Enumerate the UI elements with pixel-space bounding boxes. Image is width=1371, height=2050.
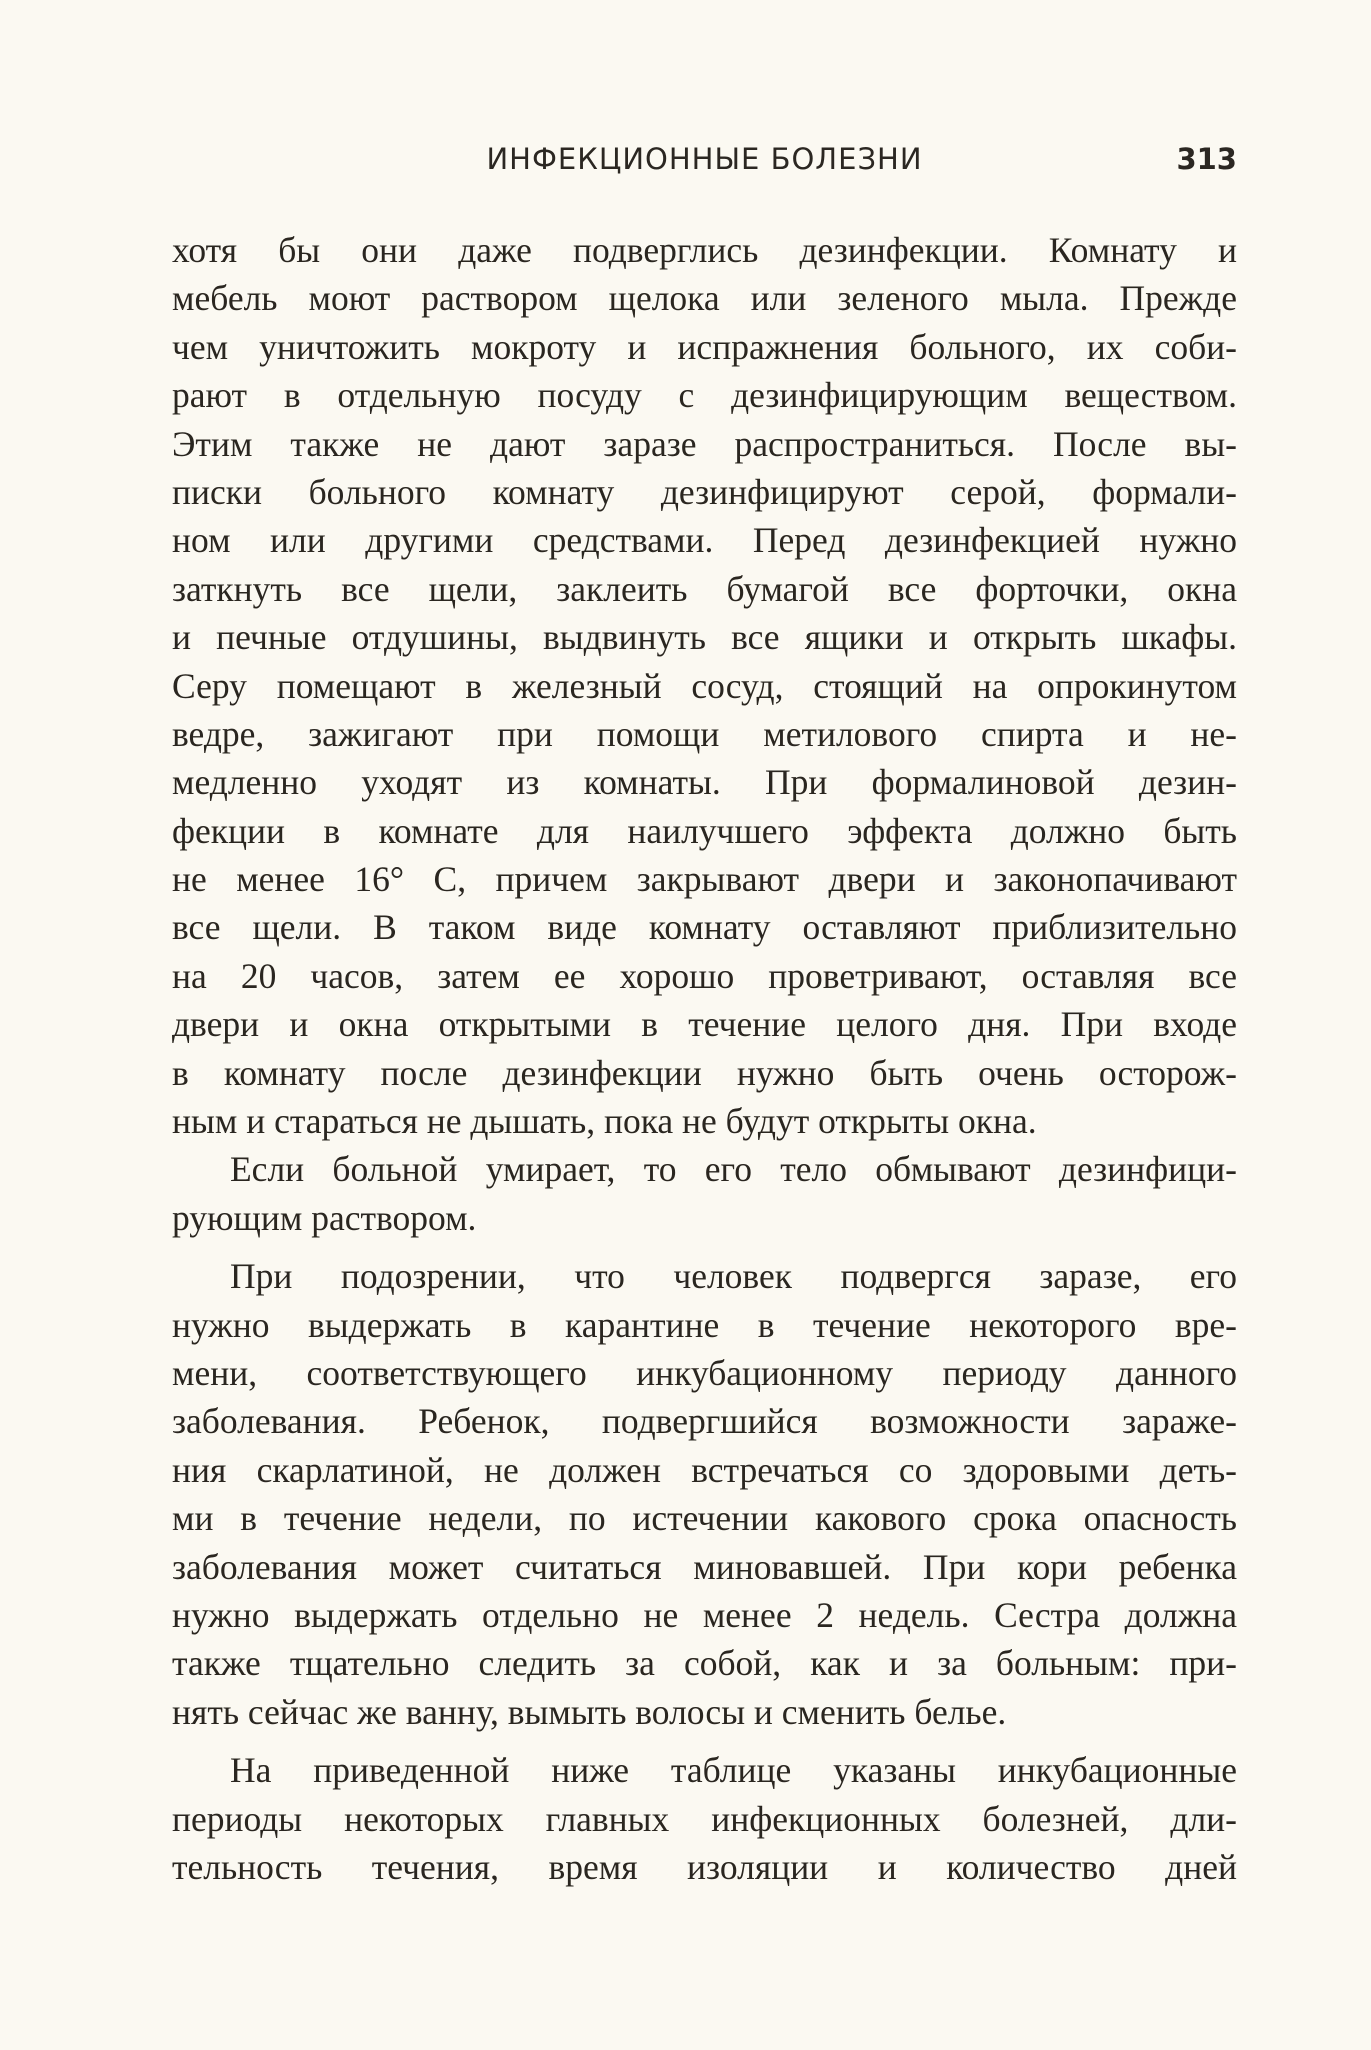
text-line: нужно выдержать отдельно не менее 2 недель. Сестра должна	[172, 1594, 1237, 1635]
text-line: Если больной умирает, то его тело обмывают дезинфици-	[230, 1149, 1237, 1190]
text-line: двери и окна открытыми в течение целого дня. При входе	[172, 1004, 1237, 1045]
text-line: в комнату после дезинфекции нужно быть очень осторож-	[172, 1052, 1237, 1093]
text-line: заболевания может считаться миновавшей. При кори ребенка	[172, 1546, 1237, 1587]
text-line: периоды некоторых главных инфекционных болезней, дли-	[172, 1798, 1237, 1839]
paragraph-2	[172, 1145, 1237, 1242]
text-line: заболевания. Ребенок, подвергшийся возможности зараже-	[172, 1401, 1237, 1442]
text-line: ном или другими средствами. Перед дезинфекцией нужно	[172, 520, 1237, 561]
text-line: ния скарлатиной, не должен встречаться со здоровыми деть-	[172, 1449, 1237, 1490]
text-line: ведре, зажигают при помощи метилового спирта и не-	[172, 713, 1237, 754]
text-line: Этим также не дают заразе распространиться. После вы-	[172, 423, 1237, 464]
text-line: При подозрении, что человек подвергся заразе, его	[230, 1256, 1237, 1297]
text-line: рующим раствором.	[172, 1197, 477, 1238]
text-line: медленно уходят из комнаты. При формалиновой дезин-	[172, 762, 1237, 803]
text-line: нять сейчас же ванну, вымыть волосы и сменить белье.	[172, 1691, 1007, 1732]
text-line: чем уничтожить мокроту и испражнения больного, их соби-	[172, 326, 1237, 367]
text-line: все щели. В таком виде комнату оставляют приблизительно	[172, 907, 1237, 948]
text-line: нужно выдержать в карантине в течение некоторого вре-	[172, 1304, 1237, 1345]
body-text	[172, 226, 1237, 1891]
text-line: писки больного комнату дезинфицируют серой, формали-	[172, 471, 1237, 512]
paragraph-3	[172, 1252, 1237, 1736]
text-line: хотя бы они даже подверглись дезинфекции. Комнату и	[172, 230, 1237, 270]
text-line: ным и стараться не дышать, пока не будут открыты окна.	[172, 1101, 1037, 1142]
text-line: заткнуть все щели, заклеить бумагой все форточки, окна	[172, 568, 1237, 609]
text-line: не менее 16° С, причем закрывают двери и законопачивают	[172, 859, 1237, 900]
text-line: Серу помещают в железный сосуд, стоящий на опрокинутом	[172, 665, 1237, 706]
text-line: На приведенной ниже таблице указаны инкубационные	[230, 1750, 1237, 1791]
paragraph-4	[172, 1746, 1237, 1891]
text-line: рают в отдельную посуду с дезинфицирующим веществом.	[172, 375, 1237, 416]
text-line: на 20 часов, затем ее хорошо проветривают, оставляя все	[172, 955, 1237, 996]
text-line: также тщательно следить за собой, как и за больным: при-	[172, 1643, 1237, 1684]
text-line: мебель моют раствором щелока или зеленого мыла. Прежде	[172, 278, 1237, 319]
paragraph-gap	[172, 1736, 1237, 1746]
running-head	[172, 142, 1237, 182]
text-line: и печные отдушины, выдвинуть все ящики и открыть шкафы.	[172, 617, 1237, 658]
text-line: ми в течение недели, по истечении какового срока опасность	[172, 1498, 1237, 1539]
running-title: ИНФЕКЦИОННЫЕ БОЛЕЗНИ	[486, 142, 923, 176]
text-line: фекции в комнате для наилучшего эффекта должно быть	[172, 810, 1237, 851]
text-line: мени, соответствующего инкубационному периоду данного	[172, 1352, 1237, 1393]
page-number: 313	[1176, 142, 1237, 176]
text-line: тельность течения, время изоляции и количество дней	[172, 1846, 1237, 1887]
paragraph-gap	[172, 1242, 1237, 1252]
paragraph-1	[172, 226, 1237, 1145]
